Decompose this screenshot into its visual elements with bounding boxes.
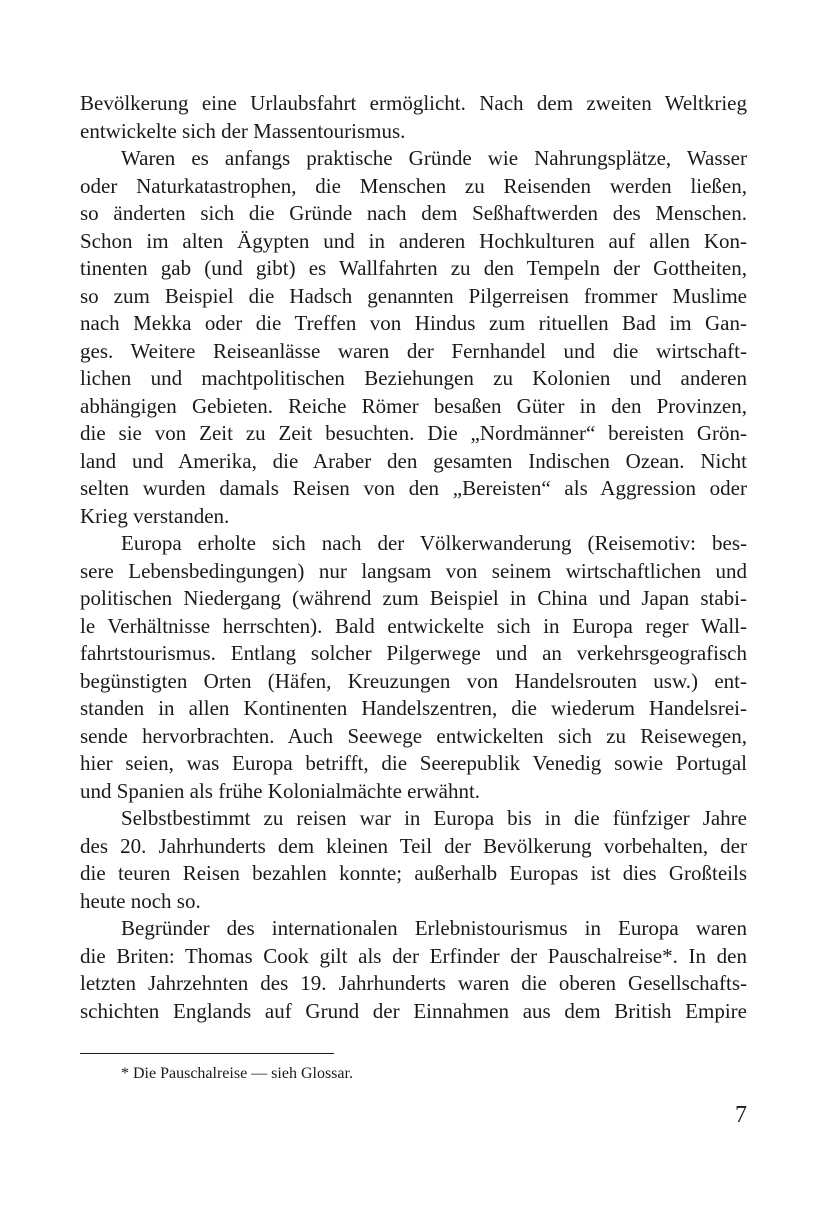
text-line: Schon im alten Ägypten und in anderen Hochkulturen auf allen Kon- <box>80 228 747 253</box>
text-line: nach Mekka oder die Treffen von Hindus zum rituellen Bad im Gan- <box>80 311 747 335</box>
page-number: 7 <box>735 1102 747 1128</box>
text-line: heute noch so. <box>80 888 201 913</box>
text-line: le Verhältnisse herrschten). Bald entwickelte sich in Europa reger Wall- <box>80 613 747 638</box>
text-line: Waren es anfangs praktische Gründe wie Nahrungsplätze, Wasser <box>121 146 747 170</box>
text-line: die teuren Reisen bezahlen konnte; außerhalb Europas ist dies Großteils <box>80 861 747 885</box>
text-line: sende hervorbrachten. Auch Seewege entwickelten sich zu Reisewegen, <box>80 723 747 748</box>
text-line: sere Lebensbedingungen) nur langsam von seinem wirtschaftlichen und <box>80 558 747 583</box>
text-line: oder Naturkatastrophen, die Menschen zu Reisenden werden ließen, <box>80 173 747 198</box>
text-line: die Briten: Thomas Cook gilt als der Erfinder der Pauschalreise*. In den <box>80 943 747 968</box>
text-line: Europa erholte sich nach der Völkerwanderung (Reisemotiv: bes- <box>121 531 747 555</box>
text-line: des 20. Jahrhunderts dem kleinen Teil der Bevölkerung vorbehalten, der <box>80 833 747 858</box>
footnote: * Die Pauschalreise — sieh Glossar. <box>121 1065 353 1082</box>
main-text <box>80 90 747 1025</box>
text-line: abhängigen Gebieten. Reiche Römer besaßen Güter in den Provinzen, <box>80 393 747 418</box>
text-line: so zum Beispiel die Hadsch genannten Pilgerreisen frommer Muslime <box>80 283 747 308</box>
text-line: selten wurden damals Reisen von den „Bereisten“ als Aggression oder <box>80 476 747 500</box>
text-line: Selbstbestimmt zu reisen war in Europa bis in die fünfziger Jahre <box>121 806 747 830</box>
text-line: tinenten gab (und gibt) es Wallfahrten zu den Tempeln der Gottheiten, <box>80 256 747 280</box>
text-line: ges. Weitere Reiseanlässe waren der Fernhandel und die wirtschaft- <box>80 338 747 363</box>
text-line: Begründer des internationalen Erlebnistourismus in Europa waren <box>121 916 747 940</box>
text-line: land und Amerika, die Araber den gesamten Indischen Ozean. Nicht <box>80 448 747 473</box>
text-line: schichten Englands auf Grund der Einnahmen aus dem British Empire <box>80 998 747 1023</box>
footnote-separator <box>80 1053 334 1054</box>
text-line: politischen Niedergang (während zum Beispiel in China und Japan stabi- <box>80 586 747 610</box>
text-line: begünstigten Orten (Häfen, Kreuzungen von Handelsrouten usw.) ent- <box>80 668 747 693</box>
text-line: fahrtstourismus. Entlang solcher Pilgerwege und an verkehrsgeografisch <box>80 641 747 665</box>
text-line: Krieg verstanden. <box>80 503 230 528</box>
text-line: lichen und machtpolitischen Beziehungen zu Kolonien und anderen <box>80 366 747 390</box>
text-line: die sie von Zeit zu Zeit besuchten. Die „Nordmänner“ bereisten Grön- <box>80 421 747 445</box>
text-line: hier seien, was Europa betrifft, die Seerepublik Venedig sowie Portugal <box>80 751 747 775</box>
text-line: Bevölkerung eine Urlaubsfahrt ermöglicht. Nach dem zweiten Weltkrieg <box>80 91 747 115</box>
text-line: entwickelte sich der Massentourismus. <box>80 118 406 143</box>
page-body <box>80 90 747 1025</box>
text-line: so änderten sich die Gründe nach dem Seßhaftwerden des Menschen. <box>80 201 747 225</box>
text-line: und Spanien als frühe Kolonialmächte erwähnt. <box>80 778 481 803</box>
text-line: letzten Jahrzehnten des 19. Jahrhunderts waren die oberen Gesellschafts- <box>80 971 747 995</box>
text-line: standen in allen Kontinenten Handelszentren, die wiederum Handelsrei- <box>80 696 747 720</box>
